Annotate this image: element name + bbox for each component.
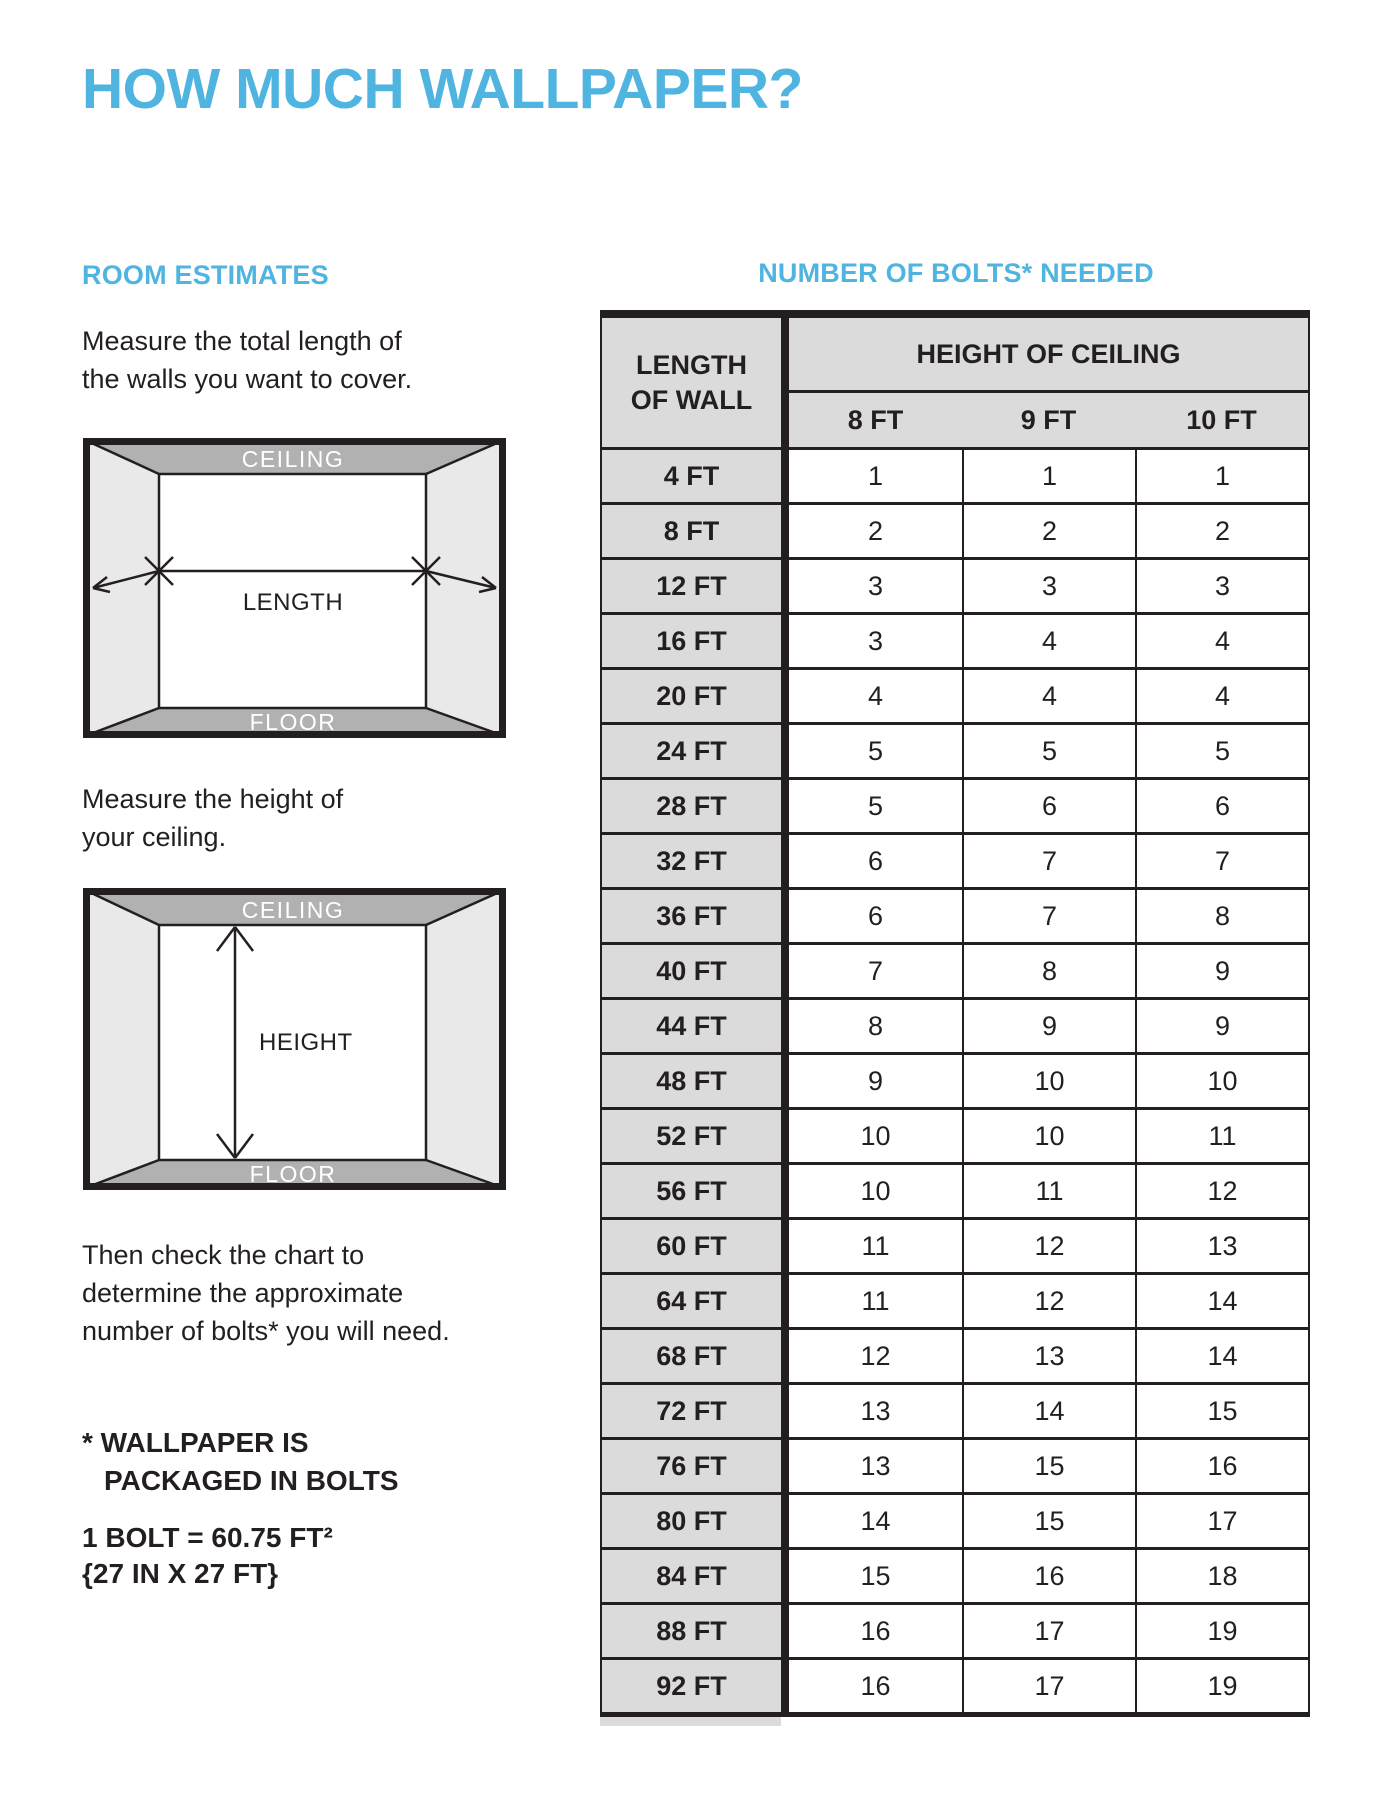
para1-line1: Measure the total length of bbox=[82, 326, 402, 356]
bolt-count-cell: 6 bbox=[1135, 780, 1308, 835]
bolt-count-cell: 14 bbox=[1135, 1330, 1308, 1385]
wall-length-row-label: 80 FT bbox=[602, 1495, 781, 1550]
bolt-count-cell: 4 bbox=[962, 670, 1135, 725]
bolt-count-cell: 10 bbox=[962, 1110, 1135, 1165]
bolt-count-cell: 8 bbox=[789, 1000, 962, 1055]
bolt-count-cell: 9 bbox=[789, 1055, 962, 1110]
wall-length-row-label: 24 FT bbox=[602, 725, 781, 780]
bolt-count-cell: 10 bbox=[1135, 1055, 1308, 1110]
wallpaper-bolts-footnote bbox=[82, 1424, 399, 1500]
bolt-count-cell: 7 bbox=[962, 835, 1135, 890]
para1-line2: the walls you want to cover. bbox=[82, 364, 413, 394]
footnote-line2: PACKAGED IN BOLTS bbox=[104, 1465, 399, 1496]
bolt-count-cell: 1 bbox=[1135, 450, 1308, 505]
bolt-count-cell: 9 bbox=[1135, 945, 1308, 1000]
bolt-count-cell: 9 bbox=[1135, 1000, 1308, 1055]
page-title: HOW MUCH WALLPAPER? bbox=[82, 57, 803, 121]
bolt-count-cell: 6 bbox=[789, 835, 962, 890]
wall-length-row-label: 64 FT bbox=[602, 1275, 781, 1330]
ceiling-label: CEILING bbox=[241, 897, 345, 923]
bolt-count-cell: 2 bbox=[962, 505, 1135, 560]
bolt-count-cell: 7 bbox=[962, 890, 1135, 945]
wall-length-row-label: 72 FT bbox=[602, 1385, 781, 1440]
bolt-count-cell: 14 bbox=[1135, 1275, 1308, 1330]
bolt-count-cell: 19 bbox=[1135, 1660, 1308, 1715]
bolt-count-cell: 3 bbox=[1135, 560, 1308, 615]
bolt-count-cell: 4 bbox=[789, 670, 962, 725]
wall-length-row-label: 84 FT bbox=[602, 1550, 781, 1605]
bolt-count-cell: 13 bbox=[789, 1440, 962, 1495]
bolt-count-cell: 15 bbox=[789, 1550, 962, 1605]
bolt-count-cell: 1 bbox=[962, 450, 1135, 505]
bolt-count-cell: 17 bbox=[962, 1605, 1135, 1660]
wall-length-row-label: 32 FT bbox=[602, 835, 781, 890]
wall-length-row-label: 48 FT bbox=[602, 1055, 781, 1110]
length-of-wall-line2: OF WALL bbox=[630, 384, 753, 415]
room-length-diagram bbox=[83, 438, 506, 738]
bolt-count-cell: 11 bbox=[962, 1165, 1135, 1220]
bolt-count-cell: 8 bbox=[962, 945, 1135, 1000]
wall-length-row-label: 16 FT bbox=[602, 615, 781, 670]
bolt-count-cell: 16 bbox=[789, 1660, 962, 1715]
bolt-count-cell: 14 bbox=[962, 1385, 1135, 1440]
para2-line1: Measure the height of bbox=[82, 784, 344, 814]
bolt-count-cell: 3 bbox=[789, 560, 962, 615]
bolt-count-cell: 5 bbox=[789, 725, 962, 780]
bolt-count-cell: 10 bbox=[789, 1110, 962, 1165]
para2-line2: your ceiling. bbox=[82, 822, 227, 852]
ceiling-label: CEILING bbox=[241, 446, 345, 472]
instruction-paragraph-3 bbox=[82, 1236, 450, 1350]
bolt-count-cell: 17 bbox=[962, 1660, 1135, 1715]
bolt-count-cell: 13 bbox=[789, 1385, 962, 1440]
table-left-column-tail bbox=[600, 1717, 781, 1726]
bolt-count-cell: 11 bbox=[789, 1275, 962, 1330]
bolt-count-cell: 16 bbox=[1135, 1440, 1308, 1495]
bolt-count-cell: 19 bbox=[1135, 1605, 1308, 1660]
wall-length-row-label: 52 FT bbox=[602, 1110, 781, 1165]
para3-line3: number of bolts* you will need. bbox=[82, 1316, 450, 1346]
para3-line2: determine the approximate bbox=[82, 1278, 404, 1308]
bolt-count-cell: 13 bbox=[962, 1330, 1135, 1385]
floor-label: FLOOR bbox=[249, 709, 337, 735]
floor-label: FLOOR bbox=[249, 1161, 337, 1187]
bolt-count-cell: 12 bbox=[1135, 1165, 1308, 1220]
bolt-count-cell: 4 bbox=[1135, 670, 1308, 725]
bolt-count-cell: 10 bbox=[789, 1165, 962, 1220]
bolt-count-cell: 5 bbox=[789, 780, 962, 835]
bolts-needed-heading: NUMBER OF BOLTS* NEEDED bbox=[758, 258, 1154, 288]
column-header-8ft: 8 FT bbox=[789, 393, 962, 450]
column-header-9ft: 9 FT bbox=[962, 393, 1135, 450]
bolt-count-cell: 11 bbox=[789, 1220, 962, 1275]
bolt-count-cell: 4 bbox=[962, 615, 1135, 670]
bolt-count-cell: 3 bbox=[789, 615, 962, 670]
bolt-count-cell: 4 bbox=[1135, 615, 1308, 670]
wall-length-row-label: 76 FT bbox=[602, 1440, 781, 1495]
length-of-wall-header bbox=[602, 318, 781, 450]
bolt-count-cell: 18 bbox=[1135, 1550, 1308, 1605]
bolt-count-cell: 13 bbox=[1135, 1220, 1308, 1275]
wall-length-row-label: 8 FT bbox=[602, 505, 781, 560]
wall-length-row-label: 12 FT bbox=[602, 560, 781, 615]
column-header-10ft: 10 FT bbox=[1135, 393, 1308, 450]
bolt-count-cell: 5 bbox=[962, 725, 1135, 780]
wall-length-row-label: 56 FT bbox=[602, 1165, 781, 1220]
bolt-count-cell: 15 bbox=[962, 1495, 1135, 1550]
para3-line1: Then check the chart to bbox=[82, 1240, 365, 1270]
bolt-size-info bbox=[82, 1520, 333, 1592]
bolt-count-cell: 15 bbox=[1135, 1385, 1308, 1440]
room-height-diagram bbox=[83, 888, 506, 1190]
bolt-info-line1: 1 BOLT = 60.75 FT² bbox=[82, 1522, 333, 1553]
bolt-count-cell: 11 bbox=[1135, 1110, 1308, 1165]
bolt-count-cell: 12 bbox=[789, 1330, 962, 1385]
bolt-count-cell: 6 bbox=[962, 780, 1135, 835]
table-thick-divider bbox=[781, 318, 789, 1715]
wall-length-row-label: 88 FT bbox=[602, 1605, 781, 1660]
room-walls bbox=[85, 440, 504, 736]
bolt-count-cell: 7 bbox=[789, 945, 962, 1000]
bolt-count-cell: 6 bbox=[789, 890, 962, 945]
bolt-count-cell: 16 bbox=[789, 1605, 962, 1660]
bolts-table bbox=[600, 310, 1310, 1726]
bolt-count-cell: 2 bbox=[1135, 505, 1308, 560]
bolt-count-cell: 12 bbox=[962, 1220, 1135, 1275]
footnote-line1: * WALLPAPER IS bbox=[82, 1427, 309, 1458]
wall-length-row-label: 92 FT bbox=[602, 1660, 781, 1715]
bolt-count-cell: 5 bbox=[1135, 725, 1308, 780]
wall-length-row-label: 44 FT bbox=[602, 1000, 781, 1055]
bolt-info-line2: {27 IN X 27 FT} bbox=[82, 1558, 279, 1589]
bolt-count-cell: 15 bbox=[962, 1440, 1135, 1495]
bolt-count-cell: 16 bbox=[962, 1550, 1135, 1605]
length-label: LENGTH bbox=[242, 589, 344, 616]
length-of-wall-line1: LENGTH bbox=[636, 349, 747, 380]
bolt-count-cell: 14 bbox=[789, 1495, 962, 1550]
bolts-table-grid bbox=[600, 310, 1310, 1717]
wall-length-row-label: 36 FT bbox=[602, 890, 781, 945]
wall-length-row-label: 4 FT bbox=[602, 450, 781, 505]
wall-length-row-label: 28 FT bbox=[602, 780, 781, 835]
bolt-count-cell: 12 bbox=[962, 1275, 1135, 1330]
bolt-count-cell: 1 bbox=[789, 450, 962, 505]
bolt-count-cell: 9 bbox=[962, 1000, 1135, 1055]
wall-length-row-label: 68 FT bbox=[602, 1330, 781, 1385]
bolt-count-cell: 10 bbox=[962, 1055, 1135, 1110]
wall-length-row-label: 40 FT bbox=[602, 945, 781, 1000]
bolt-count-cell: 8 bbox=[1135, 890, 1308, 945]
bolt-count-cell: 2 bbox=[789, 505, 962, 560]
instruction-paragraph-1 bbox=[82, 322, 412, 398]
bolt-count-cell: 17 bbox=[1135, 1495, 1308, 1550]
wall-length-row-label: 60 FT bbox=[602, 1220, 781, 1275]
room-estimates-heading: ROOM ESTIMATES bbox=[82, 260, 329, 290]
height-label: HEIGHT bbox=[259, 1029, 353, 1056]
wall-length-row-label: 20 FT bbox=[602, 670, 781, 725]
instruction-paragraph-2 bbox=[82, 780, 343, 856]
bolt-count-cell: 3 bbox=[962, 560, 1135, 615]
bolt-count-cell: 7 bbox=[1135, 835, 1308, 890]
height-of-ceiling-header: HEIGHT OF CEILING bbox=[789, 318, 1308, 393]
